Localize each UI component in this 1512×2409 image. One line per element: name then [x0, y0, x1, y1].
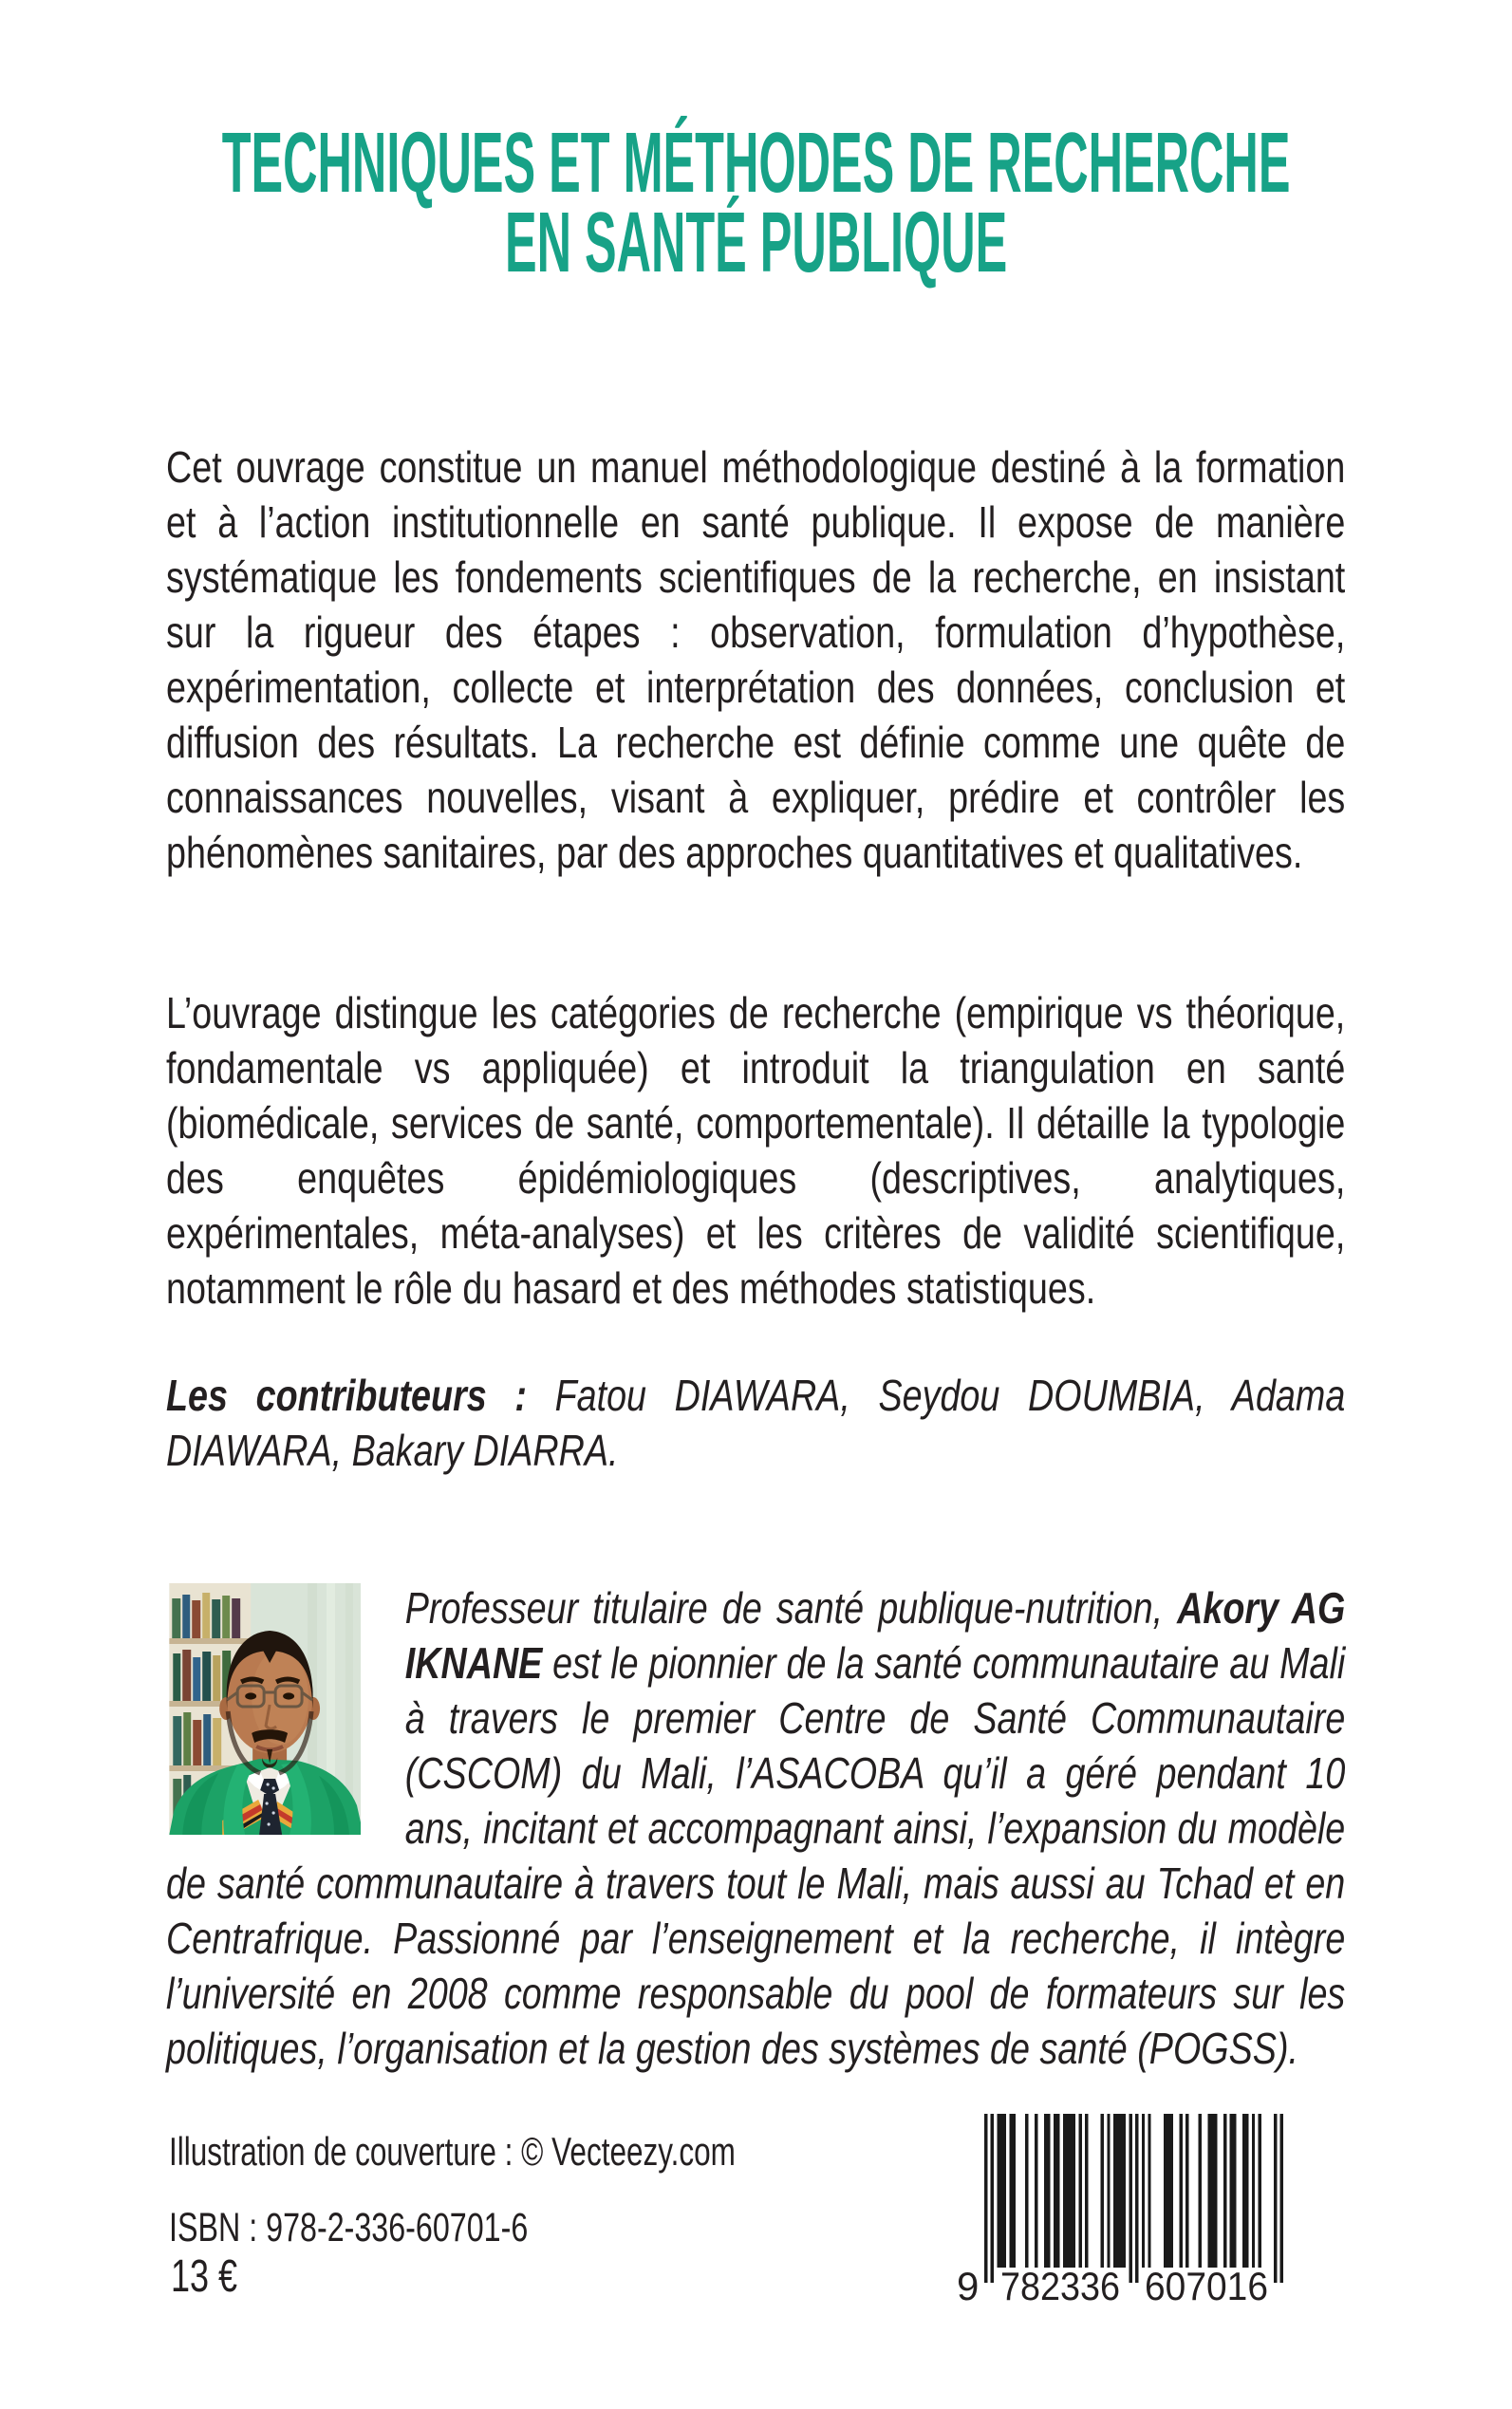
contributors-names: Fatou DIAWARA, Seydou DOUMBIA, Adama DIAWARA, Bakary DIARRA. [166, 1371, 1346, 1475]
isbn: ISBN : 978-2-336-60701-6 [169, 2205, 529, 2250]
barcode [949, 2114, 1291, 2313]
title [0, 95, 1512, 290]
summary-paragraph-1-text: Cet ouvrage constitue un manuel méthodologique destiné à la formation et à l’action institutionnelle en santé publique. Il expose de manière systématique les fondements scientifiques de la recherche, en insistant sur la rigueur des étapes : observation, formulation d’hypothèse, expérimentation, collecte et interprétation des données, conclusion et diffusion des résultats. La recherche est définie comme une quête de connaissances nouvelles, visant à expliquer, prédire et contrôler les phénomènes sanitaires, par des approches quantitatives et qualitatives. [166, 442, 1346, 877]
barcode-digits-left: 782336 [1000, 2264, 1120, 2308]
contributors [166, 1368, 1345, 1478]
title-line-1: TECHNIQUES ET MÉTHODES DE RECHERCHE [221, 116, 1291, 211]
summary-paragraph-1 [166, 439, 1345, 880]
author-name: Akory AG IKNANE [404, 1583, 1346, 1688]
summary-paragraph-2 [166, 985, 1345, 1316]
contributors-label: Les contributeurs : [166, 1371, 527, 1420]
barcode-bars [984, 2114, 1283, 2283]
summary-paragraph-2-text: L’ouvrage distingue les catégories de recherche (empirique vs théorique, fondamentale vs appliquée) et introduit la triangulation en santé (biomédicale, services de santé, comportementale). Il détaille la typologie des enquêtes épidémiologiques (descriptives, analytiques, expérimentales, méta-analyses) et les critères de validité scientifique, notamment le rôle du hasard et des méthodes statistiques. [166, 988, 1346, 1313]
barcode-digits-right: 607016 [1145, 2264, 1268, 2308]
illustration-credit: Illustration de couverture : © Vecteezy.com [169, 2129, 736, 2174]
bio-after-name: est le pionnier de la santé communautaire au Mali à travers le premier Centre de Santé Communautaire (CSCOM) du Mali, l’ASACOBA qu’il a géré pendant 10 ans, incitant et accompagnant ainsi, l’expansion du modèle de santé communautaire à travers tout le Mali, mais aussi au Tchad et en Centrafrique. Passionné par l’enseignement et la recherche, il intègre l’université en 2008 comme responsable du pool de formateurs sur les politiques, l’organisation et la gestion des systèmes de santé (POGSS). [166, 1638, 1346, 2073]
author-photo [169, 1583, 361, 1835]
title-line-2: EN SANTÉ PUBLIQUE [504, 196, 1008, 290]
barcode-digit-first: 9 [957, 2264, 980, 2308]
author-bio [166, 1580, 1345, 2076]
bio-before-name: Professeur titulaire de santé publique-nutrition, [404, 1583, 1178, 1633]
price: 13 € [171, 2251, 238, 2302]
